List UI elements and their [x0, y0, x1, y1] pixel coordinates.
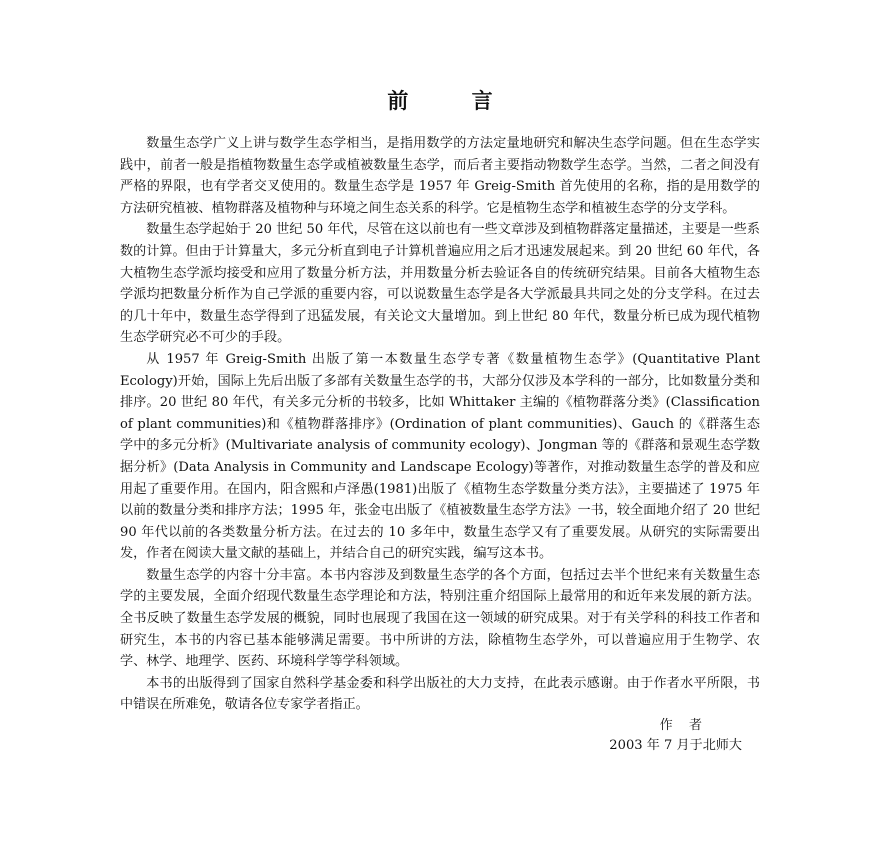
paragraph-2: 数量生态学起始于 20 世纪 50 年代，尽管在这以前也有一些文章涉及到植物群落定量描述，主要是一些系数的计算。但由于计算量大，多元分析直到电子计算机普遍应用之后才迅速发展起来。到 20 世纪 60 年代，各大植物生态学派均接受和应用了数量分析方法，并用数量分析去验证各自的传统研究结果。目前各大植物生态学派均把数量分析作为自己学派的重要内容，可以说数量生态学是各大学派最具共同之处的分支学科。在过去的几十年中，数量生态学得到了迅猛发展，有关论文大量增加。到上世纪 80 年代，数量分析已成为现代植物生态学研究必不可少的手段。: [120, 222, 760, 346]
preface-page: [120, 88, 760, 756]
page-title: 前 言: [387, 88, 521, 113]
paragraph-1: 数量生态学广义上讲与数学生态学相当，是指用数学的方法定量地研究和解决生态学问题。但在生态学实践中，前者一般是指植物数量生态学或植被数量生态学，而后者主要指动物数学生态学。当然，二者之间没有严格的界限，也有学者交叉使用的。数量生态学是 1957 年 Greig-Smith 首先使用的名称，指的是用数学的方法研究植被、植物群落及植物种与环境之间生态关系的科学。它是植物生态学和植被生态学的分支学科。: [120, 136, 760, 216]
signature-author: 作 者: [659, 718, 708, 734]
paragraph-5: 本书的出版得到了国家自然科学基金委和科学出版社的大力支持，在此表示感谢。由于作者水平所限，书中错误在所难免，敬请各位专家学者指正。: [120, 675, 760, 713]
paragraph-4: 数量生态学的内容十分丰富。本书内容涉及到数量生态学的各个方面，包括过去半个世纪来有关数量生态学的主要发展，全面介绍现代数量生态学理论和方法，特别注重介绍国际上最常用的和近年来发展的新方法。全书反映了数量生态学发展的概貌，同时也展现了我国在这一领域的研究成果。对于有关学科的科技工作者和研究生，本书的内容已基本能够满足需要。书中所讲的方法，除植物生态学外，可以普遍应用于生物学、农学、林学、地理学、医药、环境科学等学科领域。: [120, 567, 760, 670]
paragraph-3: 从 1957 年 Greig-Smith 出版了第一本数量生态学专著《数量植物生态学》(Quantitative Plant Ecology)开始，国际上先后出版了多部有关数量生态学的书，大部分仅涉及本学科的一部分，比如数量分类和排序。20 世纪 80 年代，有关多元分析的书较多，比如 Whittaker 主编的《植物群落分类》(Classification of plant communities)和《植物群落排序》(Ordination of plant communities)、Gauch 的《群落生态学中的多元分析》(Multivariate analysis of community ecology)、Jongman 等的《群落和景观生态学数据分析》(Data Analysis in Community and Landscape Ecology)等著作，对推动数量生态学的普及和应用起了重要作用。在国内，阳含熙和卢泽愚(1981)出版了《植物生态学数量分类方法》，主要描述了 1975 年以前的数量分类和排序方法；1995 年，张金屯出版了《植被数量生态学方法》一书，较全面地介绍了 20 世纪 90 年代以前的各类数量分析方法。在过去的 10 多年中，数量生态学又有了重要发展。从研究的实际需要出发，作者在阅读大量文献的基础上，并结合自己的研究实践，编写这本书。: [120, 351, 760, 562]
signature-date: 2003 年 7 月于北师大: [609, 738, 742, 754]
